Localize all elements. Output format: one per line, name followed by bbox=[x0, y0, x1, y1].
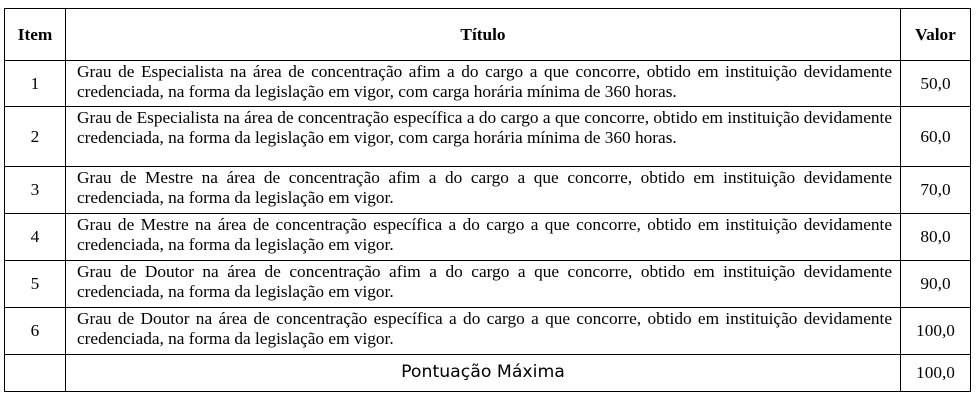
item-value: 90,0 bbox=[901, 261, 971, 308]
item-title: Grau de Mestre na área de concentração afim a do cargo a que concorre, obtido em instituição devidamente credenciada, na forma da legislação em vigor. bbox=[66, 167, 901, 214]
header-row bbox=[5, 9, 971, 61]
item-value: 100,0 bbox=[901, 308, 971, 355]
total-label: Pontuação Máxima bbox=[66, 355, 901, 392]
item-title: Grau de Doutor na área de concentração específica a do cargo a que concorre, obtido em instituição devidamente credenciada, na forma da legislação em vigor. bbox=[66, 308, 901, 355]
header-valor: Valor bbox=[901, 9, 971, 61]
item-title: Grau de Especialista na área de concentração específica a do cargo a que concorre, obtido em instituição devidamente credenciada, na forma da legislação em vigor, com carga horária mínima de 360 horas. bbox=[66, 107, 901, 167]
item-value: 60,0 bbox=[901, 107, 971, 167]
item-number: 4 bbox=[5, 214, 66, 261]
item-title: Grau de Especialista na área de concentração afim a do cargo a que concorre, obtido em instituição devidamente credenciada, na forma da legislação em vigor, com carga horária mínima de 360 horas. bbox=[66, 61, 901, 107]
item-number: 1 bbox=[5, 61, 66, 107]
item-value: 70,0 bbox=[901, 167, 971, 214]
header-item: Item bbox=[5, 9, 66, 61]
table-row bbox=[5, 308, 971, 355]
table-row bbox=[5, 167, 971, 214]
item-title: Grau de Doutor na área de concentração afim a do cargo a que concorre, obtido em instituição devidamente credenciada, na forma da legislação em vigor. bbox=[66, 261, 901, 308]
item-value: 80,0 bbox=[901, 214, 971, 261]
item-number: 5 bbox=[5, 261, 66, 308]
header-titulo: Título bbox=[66, 9, 901, 61]
item-value: 50,0 bbox=[901, 61, 971, 107]
item-number: 2 bbox=[5, 107, 66, 167]
item-title: Grau de Mestre na área de concentração específica a do cargo a que concorre, obtido em instituição devidamente credenciada, na forma da legislação em vigor. bbox=[66, 214, 901, 261]
item-number: 6 bbox=[5, 308, 66, 355]
table-row bbox=[5, 61, 971, 107]
total-empty-cell bbox=[5, 355, 66, 392]
score-table bbox=[4, 8, 971, 392]
table-row bbox=[5, 107, 971, 167]
item-number: 3 bbox=[5, 167, 66, 214]
table-row bbox=[5, 214, 971, 261]
total-row bbox=[5, 355, 971, 392]
table-row bbox=[5, 261, 971, 308]
total-value: 100,0 bbox=[901, 355, 971, 392]
